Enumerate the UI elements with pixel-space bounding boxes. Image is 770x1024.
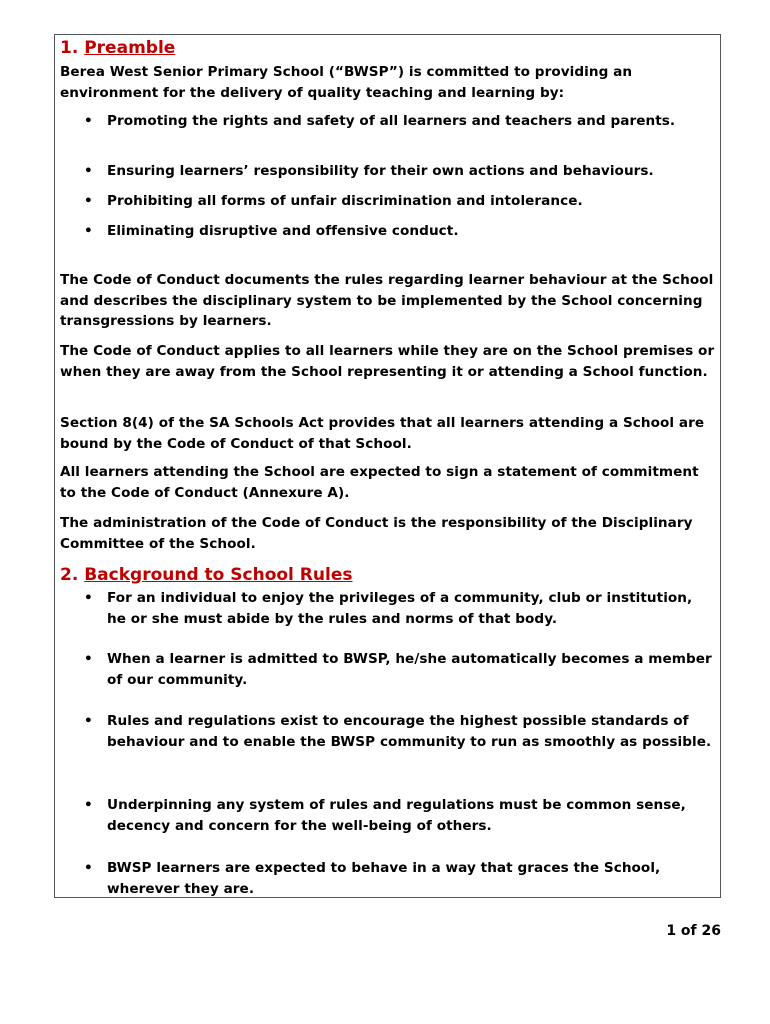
list-item-text: Promoting the rights and safety of all learners and teachers and parents. xyxy=(107,113,676,129)
bullet-icon: • xyxy=(84,797,93,813)
list-item-text: Underpinning any system of rules and regulations must be common sense, decency and concern for the well-being of others. xyxy=(107,797,686,834)
section-number: 1. xyxy=(60,38,79,58)
section-number: 2. xyxy=(60,565,79,585)
list-item xyxy=(84,588,712,629)
bullet-icon: • xyxy=(84,860,93,876)
section-title: Preamble xyxy=(84,38,176,58)
preamble-paragraph: The Code of Conduct applies to all learners while they are on the School premises or when they are away from the School representing it or attending a School function. xyxy=(60,343,715,380)
section-heading-background xyxy=(60,565,352,585)
preamble-paragraph: All learners attending the School are expected to sign a statement of commitment to the Code of Conduct (Annexure A). xyxy=(60,464,699,501)
bullet-icon: • xyxy=(84,713,93,729)
list-item-text: BWSP learners are expected to behave in a way that graces the School, wherever they are. xyxy=(107,860,661,897)
list-item-text: For an individual to enjoy the privileges of a community, club or institution, he or she must abide by the rules and norms of that body. xyxy=(107,590,693,627)
bullet-icon: • xyxy=(84,163,93,179)
bullet-icon: • xyxy=(84,590,93,606)
list-item xyxy=(84,111,712,132)
list-item xyxy=(84,711,712,752)
preamble-intro: Berea West Senior Primary School (“BWSP”) is committed to providing an environment for the delivery of quality teaching and learning by: xyxy=(60,64,633,101)
bullet-icon: • xyxy=(84,223,93,239)
list-item xyxy=(84,649,712,690)
bullet-icon: • xyxy=(84,193,93,209)
list-item-text: When a learner is admitted to BWSP, he/she automatically becomes a member of our community. xyxy=(107,651,712,688)
list-item xyxy=(84,161,712,182)
list-item xyxy=(84,221,712,242)
list-item xyxy=(84,795,712,836)
page-number: 1 of 26 xyxy=(666,923,721,939)
bullet-icon: • xyxy=(84,651,93,667)
preamble-paragraph: The administration of the Code of Conduct is the responsibility of the Disciplinary Committee of the School. xyxy=(60,515,693,552)
list-item xyxy=(84,858,712,898)
preamble-paragraph: The Code of Conduct documents the rules regarding learner behaviour at the School and describes the disciplinary system to be implemented by the School concerning transgressions by learners. xyxy=(60,272,714,329)
list-item-text: Rules and regulations exist to encourage the highest possible standards of behaviour and to enable the BWSP community to run as smoothly as possible. xyxy=(107,713,712,750)
bullet-icon: • xyxy=(84,113,93,129)
document-frame xyxy=(54,34,721,898)
list-item-text: Ensuring learners’ responsibility for their own actions and behaviours. xyxy=(107,163,654,179)
preamble-paragraph: Section 8(4) of the SA Schools Act provides that all learners attending a School are bound by the Code of Conduct of that School. xyxy=(60,415,705,452)
list-item-text: Eliminating disruptive and offensive conduct. xyxy=(107,223,459,239)
section-heading-preamble xyxy=(60,38,175,58)
list-item-text: Prohibiting all forms of unfair discrimination and intolerance. xyxy=(107,193,583,209)
list-item xyxy=(84,191,712,212)
section-title: Background to School Rules xyxy=(84,565,353,585)
